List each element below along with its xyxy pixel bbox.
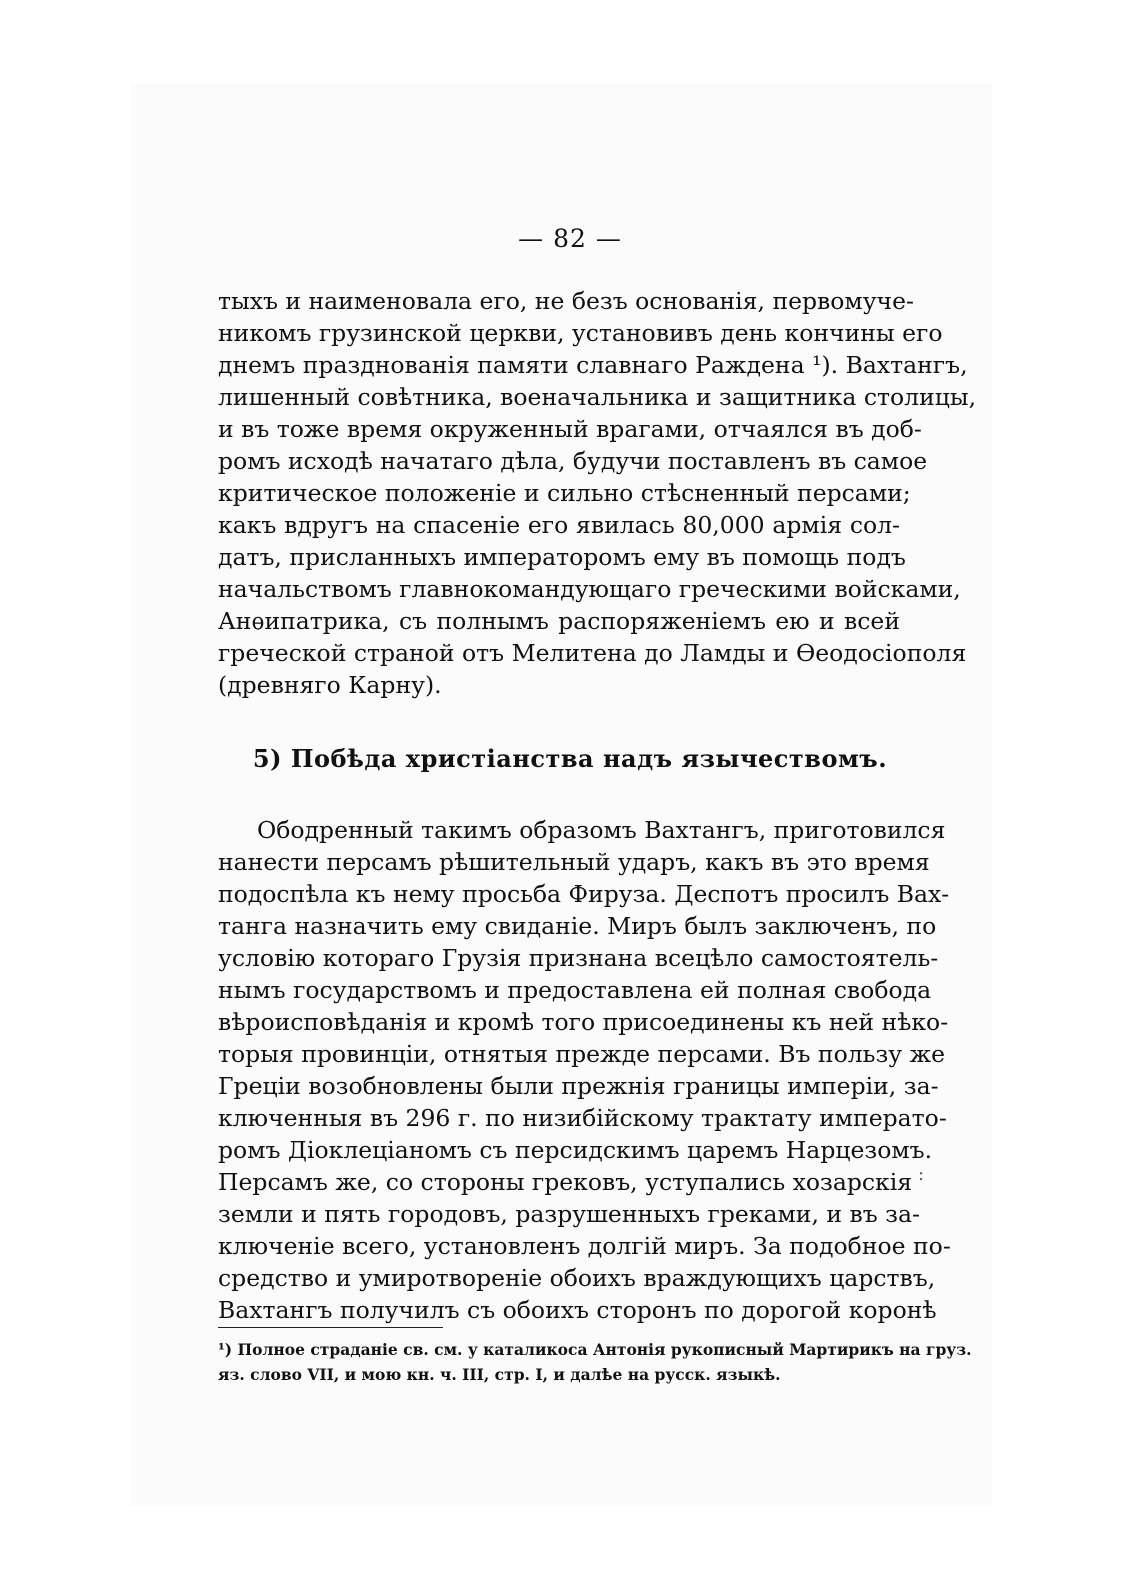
text-line: тыхъ и наименовала его, не безъ основанія, первомуче- bbox=[218, 287, 914, 315]
text-line: (древняго Карну). bbox=[218, 671, 442, 699]
text-line: никомъ грузинской церкви, установивъ день кончины его bbox=[218, 319, 943, 347]
text-line: Вахтангъ получилъ съ обоихъ сторонъ по дорогой коронѣ bbox=[218, 1296, 937, 1324]
text-line: условію котораго Грузія признана всецѣло самостоятель- bbox=[218, 944, 939, 972]
text-line: какъ вдругъ на спасеніе его явилась 80,000 армія сол- bbox=[218, 511, 900, 539]
text-line: танга назначить ему свиданіе. Миръ былъ заключенъ, по bbox=[218, 912, 937, 940]
text-line: Греціи возобновлены были прежнія границы имперіи, за- bbox=[218, 1072, 939, 1100]
text-line: вѣроисповѣданія и кромѣ того присоединены къ ней нѣко- bbox=[218, 1008, 949, 1036]
footnote-divider bbox=[218, 1327, 443, 1328]
text-line: средство и умиротвореніе обоихъ враждующихъ царствъ, bbox=[218, 1264, 936, 1292]
text-line: критическое положеніе и сильно стѣсненный персами; bbox=[218, 479, 911, 507]
text-line: земли и пять городовъ, разрушенныхъ греками, и въ за- bbox=[218, 1200, 920, 1228]
text-line: подоспѣла къ нему просьба Фируза. Деспотъ просилъ Вах- bbox=[218, 880, 950, 908]
text-line: Анѳипатрика, съ полнымъ распоряженіемъ ею и всей bbox=[218, 607, 900, 635]
text-line: лишенный совѣтника, военачальника и защитника столицы, bbox=[218, 383, 977, 411]
text-line: начальствомъ главнокомандующаго греческими войсками, bbox=[218, 575, 961, 603]
text-line: греческой страной отъ Мелитена до Ламды и Ѳеодосіополя bbox=[218, 639, 967, 667]
section-heading: 5) Побѣда христіанства надъ язычествомъ. bbox=[252, 744, 888, 773]
footnote-line: яз. слово VII, и мою кн. ч. III, стр. I, и далѣе на русск. языкѣ. bbox=[218, 1365, 781, 1384]
page-number: — 82 — bbox=[518, 224, 622, 253]
footnote-line: ¹) Полное страданіе св. см. у каталикоса Антонія рукописный Мартирикъ на груз. bbox=[218, 1340, 972, 1359]
text-line: днемъ празднованія памяти славнаго Раждена ¹). Вахтангъ, bbox=[218, 351, 968, 379]
text-line: ромъ исходѣ начатаго дѣла, будучи поставленъ въ самое bbox=[218, 447, 928, 475]
text-line: нанести персамъ рѣшительный ударъ, какъ въ это время bbox=[218, 848, 930, 876]
text-line: Ободренный такимъ образомъ Вахтангъ, приготовился bbox=[257, 816, 946, 844]
text-line: Персамъ же, со стороны грековъ, уступались хозарскія bbox=[218, 1168, 913, 1196]
text-line: торыя провинціи, отнятыя прежде персами. Въ пользу же bbox=[218, 1040, 946, 1068]
text-line: ключенныя въ 296 г. по низибійскому трактату императо- bbox=[218, 1104, 947, 1132]
text-line: ромъ Діоклеціаномъ съ персидскимъ царемъ Нарцезомъ. bbox=[218, 1136, 933, 1164]
text-line: нымъ государствомъ и предоставлена ей полная свобода bbox=[218, 976, 932, 1004]
text-line: и въ тоже время окруженный врагами, отчаялся въ доб- bbox=[218, 415, 922, 443]
text-line: ключеніе всего, установленъ долгій миръ. За подобное по- bbox=[218, 1232, 951, 1260]
text-line: датъ, присланныхъ императоромъ ему въ помощь подъ bbox=[218, 543, 906, 571]
margin-mark: : bbox=[918, 1164, 925, 1185]
